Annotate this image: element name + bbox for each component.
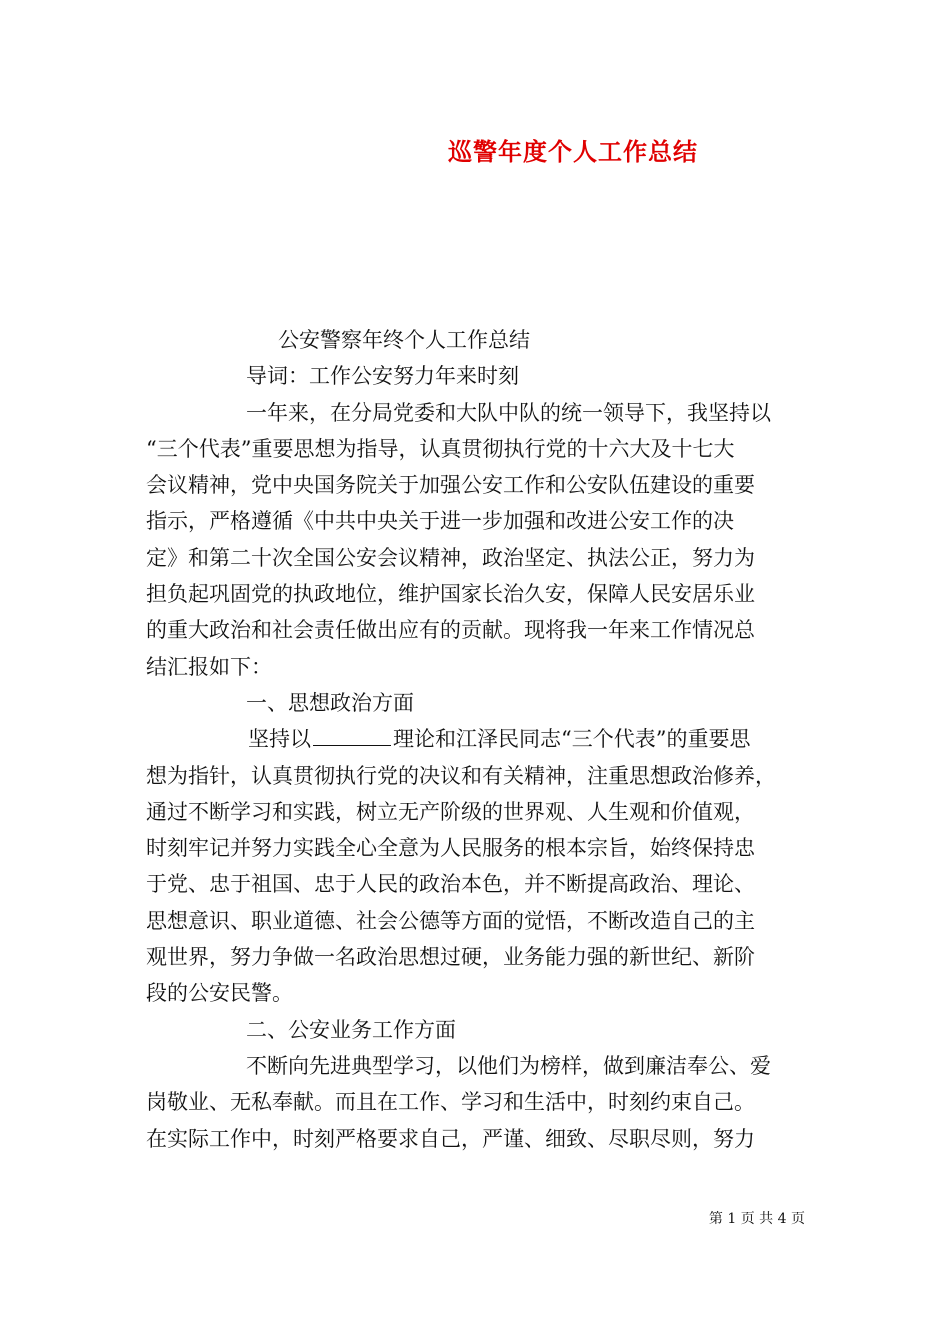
paragraph-line: 不断向先进典型学习，以他们为榜样，做到廉洁奉公、爱 xyxy=(246,1053,771,1078)
paragraph-line: 观世界，努力争做一名政治思想过硬，业务能力强的新世纪、新阶 xyxy=(146,945,755,970)
paragraph-line: 时刻牢记并努力实践全心全意为人民服务的根本宗旨，始终保持忠 xyxy=(146,836,755,861)
paragraph-line xyxy=(146,721,811,757)
document-title: 巡警年度个人工作总结 xyxy=(448,137,698,166)
section-heading-2: 二、公安业务工作方面 xyxy=(246,1017,456,1042)
paragraph-line: 想为指针，认真贯彻执行党的决议和有关精神，注重思想政治修养， xyxy=(146,763,776,788)
paragraph-line: 结汇报如下： xyxy=(146,654,272,679)
paragraph-line: 于党、忠于祖国、忠于人民的政治本色，并不断提高政治、理论、 xyxy=(146,872,755,897)
page-number: 第 1 页 共 4 页 xyxy=(708,1211,805,1227)
paragraph-line: 指示，严格遵循《中共中央关于进一步加强和改进公安工作的决 xyxy=(146,509,734,534)
paragraph-line: 岗敬业、无私奉献。而且在工作、学习和生活中，时刻约束自己。 xyxy=(146,1090,755,1115)
paragraph-line: 通过不断学习和实践，树立无产阶级的世界观、人生观和价值观， xyxy=(146,799,755,824)
paragraph-line: 定》和第二十次全国公安会议精神，政治坚定、执法公正，努力为 xyxy=(146,545,755,570)
document-subtitle: 公安警察年终个人工作总结 xyxy=(278,328,530,352)
paragraph-line: 段的公安民警。 xyxy=(146,981,293,1006)
document-body xyxy=(146,322,811,1157)
paragraph-line: 一年来，在分局党委和大队中队的统一领导下，我坚持以 xyxy=(246,400,771,425)
lead-line: 导词：工作公安努力年来时刻 xyxy=(246,364,519,389)
fill-in-blank xyxy=(313,724,391,746)
paragraph-line: 的重大政治和社会责任做出应有的贡献。现将我一年来工作情况总 xyxy=(146,618,755,643)
text-before-blank: 坚持以 xyxy=(248,727,311,752)
paragraph-line: 在实际工作中，时刻严格要求自己，严谨、细致、尽职尽则，努力 xyxy=(146,1126,755,1151)
paragraph-line: “三个代表”重要思想为指导，认真贯彻执行党的十六大及十七大 xyxy=(146,436,735,461)
text-after-blank: 理论和江泽民同志“三个代表”的重要思 xyxy=(393,727,751,752)
paragraph-line: 思想意识、职业道德、社会公德等方面的觉悟，不断改造自己的主 xyxy=(146,908,755,933)
section-heading-1: 一、思想政治方面 xyxy=(246,690,414,715)
paragraph-line: 会议精神，党中央国务院关于加强公安工作和公安队伍建设的重要 xyxy=(146,473,755,498)
paragraph-line: 担负起巩固党的执政地位，维护国家长治久安，保障人民安居乐业 xyxy=(146,582,755,607)
